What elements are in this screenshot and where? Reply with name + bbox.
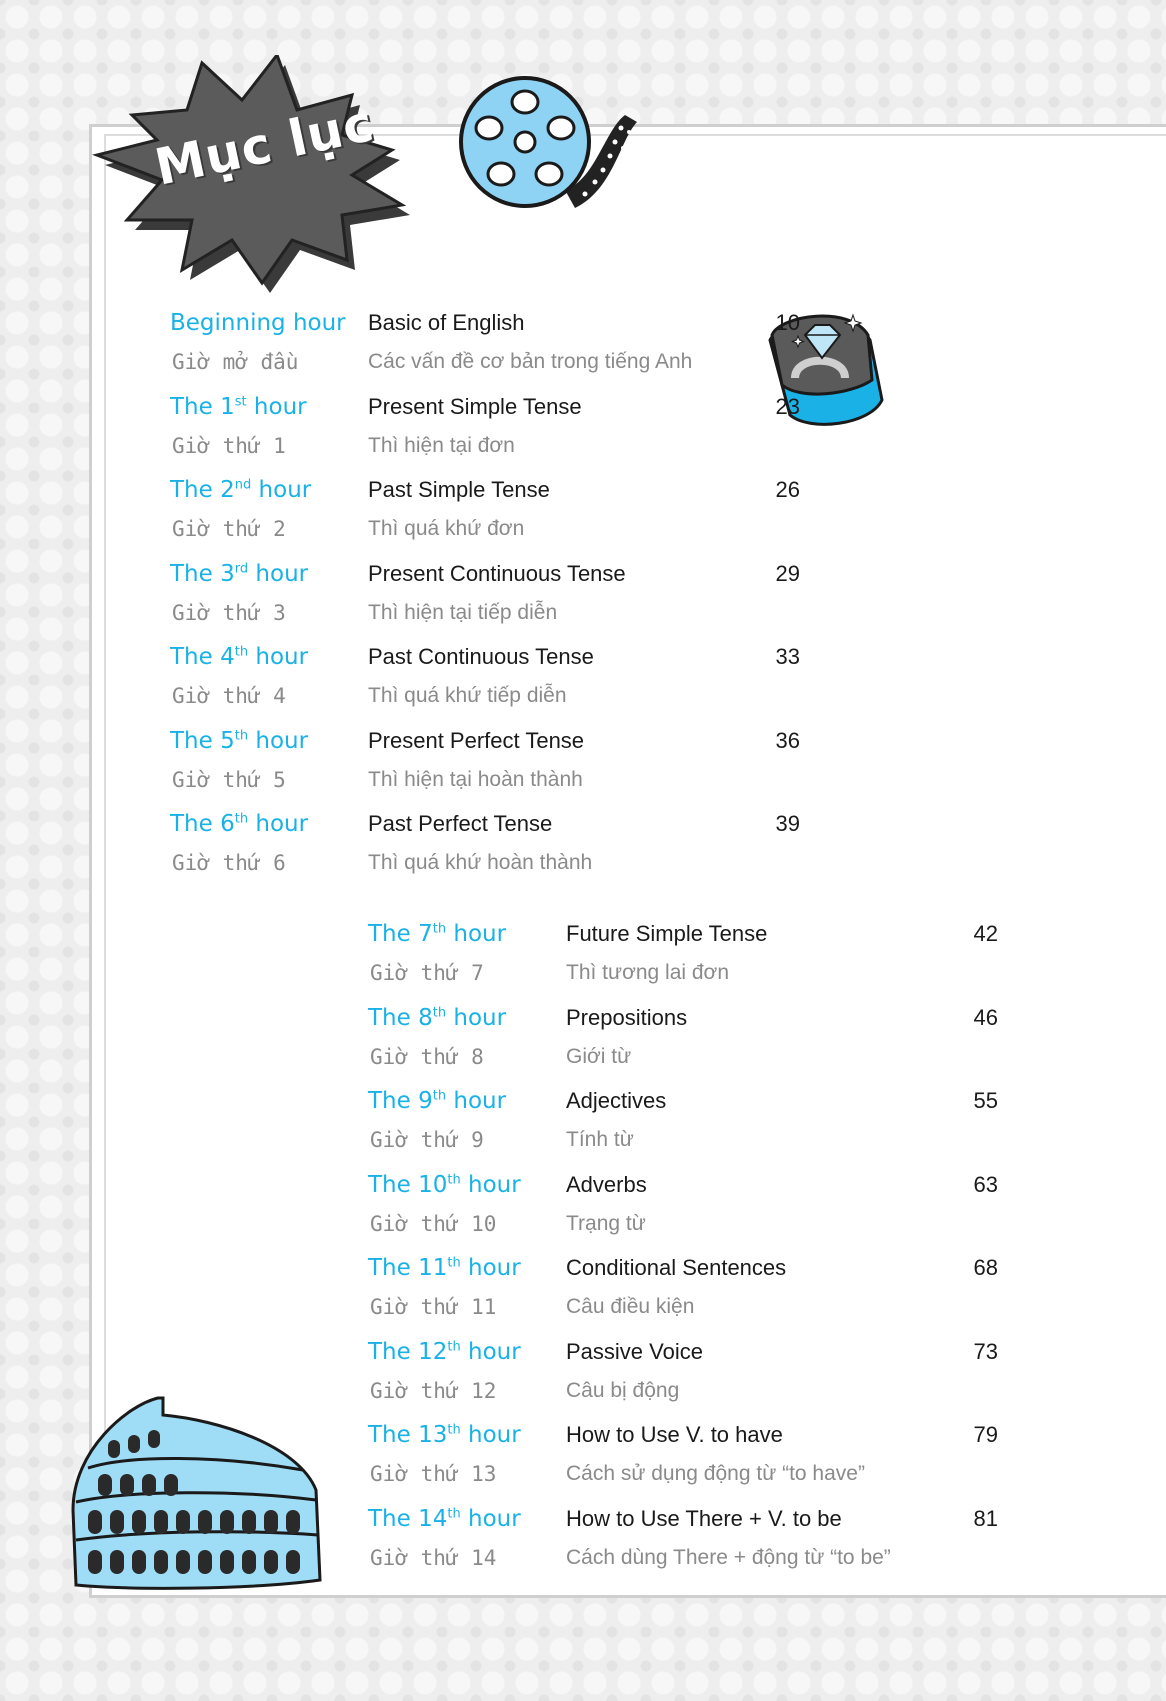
chapter-title: Past Perfect Tense <box>368 811 553 836</box>
toc-entry-translation <box>368 1122 998 1158</box>
vn-hour-label: Giờ mở đầu <box>172 350 299 374</box>
vn-chapter-title: Các vấn đề cơ bản trong tiếng Anh <box>368 350 693 373</box>
vn-hour-label: Giờ thứ 6 <box>172 851 286 875</box>
vn-hour-label: Giờ thứ 4 <box>172 684 286 708</box>
toc-entry[interactable] <box>368 916 998 952</box>
toc-entry-translation <box>170 428 800 464</box>
hour-label-suffix: hour <box>460 1338 521 1365</box>
hour-label-main: The 2 <box>170 477 235 503</box>
chapter-title: Present Perfect Tense <box>368 727 585 753</box>
hour-label-main: The 11 <box>368 1255 448 1281</box>
star-burst-icon <box>92 55 437 305</box>
page-number: 10 <box>775 310 800 335</box>
toc-entry[interactable] <box>170 639 800 675</box>
page-number: 29 <box>775 560 800 586</box>
vn-hour-label: Giờ thứ 12 <box>370 1378 497 1403</box>
page-number: 46 <box>973 1004 998 1030</box>
page-number: 68 <box>973 1255 998 1280</box>
page-number: 73 <box>973 1338 998 1364</box>
hour-label <box>368 1417 521 1453</box>
chapter-title: Basic of English <box>368 310 525 335</box>
toc-entry[interactable] <box>368 1501 998 1537</box>
toc-entry-translation <box>368 1540 998 1576</box>
hour-label <box>368 1167 521 1203</box>
hour-label-suffix: hour <box>460 1505 521 1532</box>
vn-hour-label: Giờ thứ 2 <box>172 517 286 541</box>
vn-chapter-title: Thì quá khứ tiếp diễn <box>368 684 567 707</box>
hour-label-suffix: hour <box>251 477 312 503</box>
hour-label <box>368 1250 521 1286</box>
toc-entry[interactable] <box>368 1000 998 1036</box>
toc-entry-translation <box>170 344 800 380</box>
hour-label-ordinal: th <box>234 811 249 827</box>
hour-label-ordinal: th <box>447 1255 461 1271</box>
hour-label-ordinal: th <box>234 644 249 660</box>
page-number: 63 <box>973 1171 998 1197</box>
hour-label <box>368 1334 521 1370</box>
chapter-title: Adverbs <box>566 1171 647 1197</box>
chapter-title: Past Continuous Tense <box>368 644 594 669</box>
toc-entry[interactable] <box>368 1334 998 1370</box>
hour-label-ordinal: th <box>447 1338 461 1354</box>
chapter-title: Conditional Sentences <box>566 1255 787 1280</box>
hour-label <box>170 639 308 675</box>
title-burst <box>92 55 437 305</box>
hour-label-suffix: hour <box>248 727 309 754</box>
hour-label-ordinal: st <box>234 393 247 409</box>
page-number: 23 <box>775 393 800 419</box>
page-number: 39 <box>775 811 800 836</box>
vn-chapter-title: Thì quá khứ hoàn thành <box>368 851 593 874</box>
colosseum-icon <box>68 1390 333 1595</box>
vn-hour-label: Giờ thứ 1 <box>172 433 286 458</box>
page-number: 36 <box>775 727 800 753</box>
vn-hour-label: Giờ thứ 13 <box>370 1462 497 1486</box>
hour-label <box>170 305 346 341</box>
chapter-title: How to Use V. to have <box>566 1422 783 1447</box>
page-number: 26 <box>775 477 800 502</box>
chapter-title: Present Continuous Tense <box>368 560 626 586</box>
hour-label <box>368 916 506 952</box>
hour-label-main: The 6 <box>170 811 235 837</box>
toc-entry[interactable] <box>170 472 800 508</box>
film-reel-icon <box>455 70 645 220</box>
vn-hour-label: Giờ thứ 5 <box>172 767 286 792</box>
toc-entry-translation <box>170 762 800 798</box>
vn-chapter-title: Cách dùng There + động từ “to be” <box>566 1545 891 1569</box>
hour-label <box>170 472 311 508</box>
vn-hour-label: Giờ thứ 10 <box>370 1211 497 1236</box>
chapter-title: Passive Voice <box>566 1338 703 1364</box>
vn-chapter-title: Câu bị động <box>566 1378 680 1402</box>
vn-hour-label: Giờ thứ 3 <box>172 600 286 625</box>
toc-entry-translation <box>368 955 998 991</box>
hour-label-main: The 7 <box>368 921 433 947</box>
toc-entry-translation <box>170 595 800 631</box>
hour-label <box>368 1000 506 1036</box>
toc-entry[interactable] <box>368 1167 998 1203</box>
vn-hour-label: Giờ thứ 9 <box>370 1128 484 1152</box>
hour-label-suffix: hour <box>460 1255 521 1281</box>
hour-label-ordinal: rd <box>234 560 249 576</box>
hour-label <box>170 723 308 759</box>
vn-chapter-title: Cách sử dụng động từ “to have” <box>566 1462 865 1485</box>
page-number: 33 <box>775 644 800 669</box>
hour-label <box>368 1083 506 1119</box>
vn-chapter-title: Thì hiện tại tiếp diễn <box>368 600 558 624</box>
hour-label-ordinal: th <box>432 1004 447 1020</box>
vn-hour-label: Giờ thứ 11 <box>370 1295 497 1319</box>
vn-chapter-title: Câu điều kiện <box>566 1295 695 1318</box>
hour-label-ordinal: th <box>447 1505 461 1521</box>
vn-chapter-title: Thì quá khứ đơn <box>368 517 525 540</box>
hour-label-main: The 3 <box>170 560 235 587</box>
hour-label-suffix: hour <box>248 811 309 837</box>
hour-label-main: The 10 <box>368 1171 448 1198</box>
hour-label <box>170 556 308 592</box>
vn-hour-label: Giờ thứ 8 <box>370 1044 484 1069</box>
hour-label-ordinal: th <box>234 727 249 743</box>
hour-label-suffix: hour <box>460 1171 521 1198</box>
hour-label-suffix: hour <box>446 921 507 947</box>
hour-label-ordinal: th <box>447 1171 461 1187</box>
hour-label <box>368 1501 521 1537</box>
hour-label-main: The 12 <box>368 1338 448 1365</box>
chapter-title: Past Simple Tense <box>368 477 550 502</box>
hour-label-suffix: hour <box>248 560 309 587</box>
hour-label-main: The 1 <box>170 393 235 420</box>
chapter-title: Prepositions <box>566 1004 688 1030</box>
toc-entry-translation <box>170 511 800 547</box>
page-number: 81 <box>973 1505 998 1531</box>
hour-label-suffix: hour <box>460 1422 521 1448</box>
toc-entry[interactable] <box>170 806 800 842</box>
toc-entry[interactable] <box>368 1250 998 1286</box>
hour-label-ordinal: th <box>432 921 447 937</box>
vn-chapter-title: Thì hiện tại hoàn thành <box>368 767 583 791</box>
page-number: 42 <box>973 921 998 946</box>
hour-label-main: Beginning hour <box>170 310 346 336</box>
toc-entry-translation <box>368 1373 998 1409</box>
vn-chapter-title: Tính từ <box>566 1128 634 1151</box>
hour-label-suffix: hour <box>446 1088 507 1114</box>
hour-label-main: The 4 <box>170 644 235 670</box>
vn-chapter-title: Giới từ <box>566 1044 632 1068</box>
page-number: 79 <box>973 1422 998 1447</box>
chapter-title: Adjectives <box>566 1088 667 1113</box>
page-number: 55 <box>973 1088 998 1113</box>
chapter-title: How to Use There + V. to be <box>566 1505 842 1531</box>
vn-hour-label: Giờ thứ 7 <box>370 961 484 985</box>
vn-chapter-title: Thì tương lai đơn <box>566 961 730 984</box>
chapter-title: Future Simple Tense <box>566 921 768 946</box>
toc-entry[interactable] <box>170 556 800 592</box>
toc-entry[interactable] <box>368 1083 998 1119</box>
toc-entry[interactable] <box>170 389 800 425</box>
hour-label-main: The 14 <box>368 1505 448 1532</box>
toc-entry[interactable] <box>170 723 800 759</box>
hour-label-main: The 13 <box>368 1422 448 1448</box>
hour-label-ordinal: th <box>447 1422 461 1438</box>
vn-chapter-title: Thì hiện tại đơn <box>368 433 515 457</box>
hour-label-main: The 5 <box>170 727 235 754</box>
page-title: Mục lục <box>150 93 379 197</box>
vn-chapter-title: Trạng từ <box>566 1211 646 1235</box>
hour-label-suffix: hour <box>248 644 309 670</box>
hour-label-ordinal: th <box>432 1088 447 1104</box>
toc-entry-translation <box>368 1039 998 1075</box>
toc-entry-translation <box>368 1289 998 1325</box>
toc-entry[interactable] <box>170 305 800 341</box>
chapter-title: Present Simple Tense <box>368 393 582 419</box>
hour-label-suffix: hour <box>246 393 307 420</box>
hour-label <box>170 806 308 842</box>
hour-label-main: The 9 <box>368 1088 433 1114</box>
hour-label-suffix: hour <box>446 1004 507 1031</box>
vn-hour-label: Giờ thứ 14 <box>370 1545 497 1570</box>
hour-label-main: The 8 <box>368 1004 433 1031</box>
toc-entry-translation <box>170 845 800 881</box>
toc-entry-translation <box>368 1456 998 1492</box>
toc-entry-translation <box>170 678 800 714</box>
hour-label-ordinal: nd <box>234 477 252 493</box>
toc-entry-translation <box>368 1206 998 1242</box>
hour-label <box>170 389 307 425</box>
toc-entry[interactable] <box>368 1417 998 1453</box>
